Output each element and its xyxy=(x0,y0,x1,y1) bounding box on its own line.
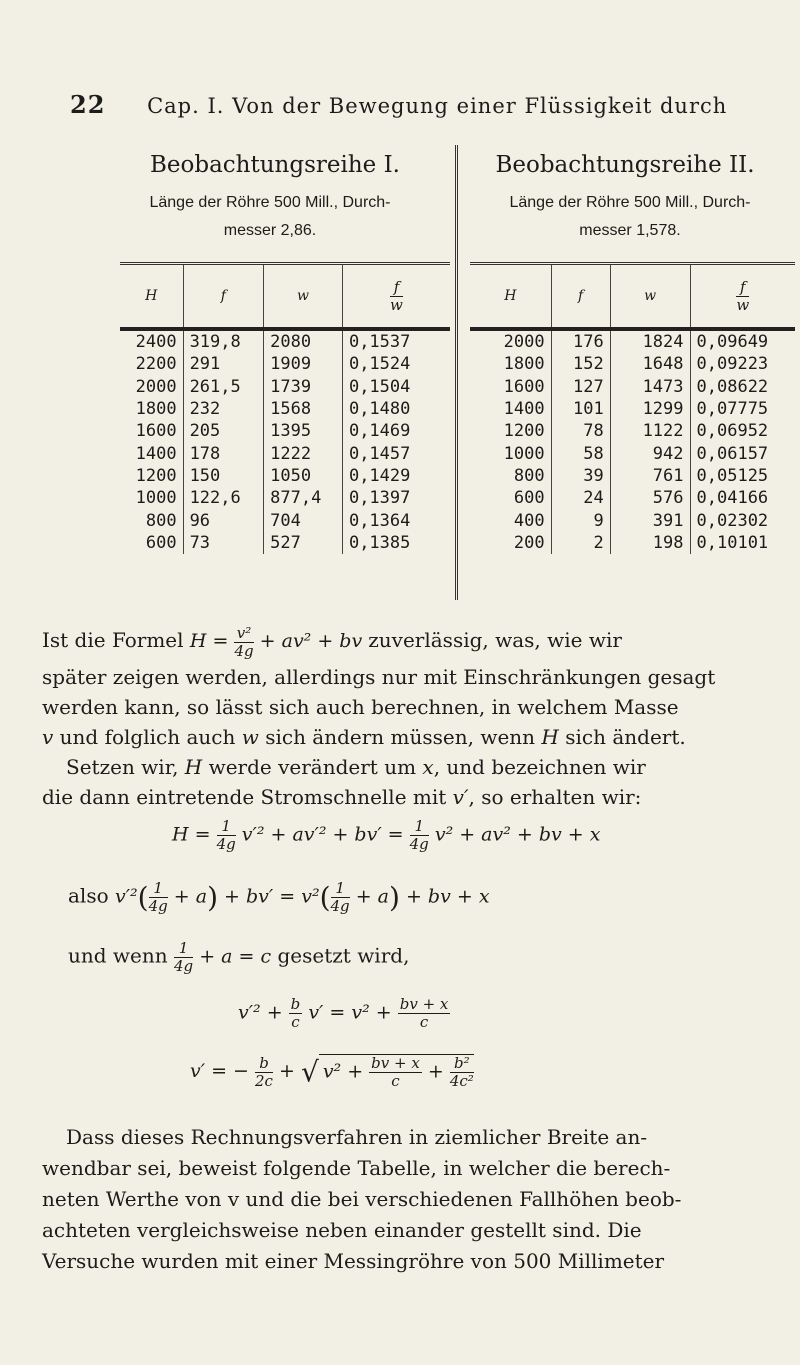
table-cell: 800 xyxy=(145,510,177,531)
equation-term: + bv + x xyxy=(399,885,490,908)
col-header-f-over-w xyxy=(690,264,795,330)
col-header-w: w xyxy=(610,264,690,330)
page-number: 22 xyxy=(70,90,106,119)
symbol-x: x xyxy=(422,755,434,779)
text-line xyxy=(42,752,772,782)
text-run: , und bezeichnen wir xyxy=(433,755,646,779)
formula-line xyxy=(42,618,772,662)
table-cell: 0,09649 xyxy=(690,329,795,353)
fraction-numerator: bv + x xyxy=(371,1054,420,1072)
column-divider xyxy=(455,145,458,600)
text-line: später zeigen werden, allerdings nur mit Einschränkungen gesagt xyxy=(42,665,716,689)
series2-table xyxy=(470,262,795,554)
table-cell: 176 xyxy=(551,329,610,353)
table-cell: 0,1524 xyxy=(342,353,450,375)
table-cell: 9 xyxy=(551,509,610,531)
fraction-numerator: f xyxy=(736,279,749,297)
table-cell: 0,1480 xyxy=(342,398,450,420)
table-cell: 24 xyxy=(551,487,610,509)
table-cell: 1000 xyxy=(503,443,545,464)
table-row xyxy=(120,509,450,531)
text-line: Dass dieses Rechnungsverfahren in ziemlicher Breite an- xyxy=(66,1125,648,1149)
table-cell: 877,4 xyxy=(264,487,343,509)
table-cell: 800 xyxy=(513,465,545,486)
fraction-b2-over-4c2 xyxy=(450,1055,474,1090)
table-row xyxy=(470,353,795,375)
equation-term: v² + av² + bv + x xyxy=(428,823,601,846)
col-header-f: f xyxy=(183,264,264,330)
table-cell: 1395 xyxy=(264,420,343,442)
paragraph-final xyxy=(42,1122,772,1277)
table-row xyxy=(120,442,450,464)
text-run: zuverlässig, was, wie wir xyxy=(368,628,622,652)
col-header-H: H xyxy=(470,264,551,330)
fraction-b-over-c xyxy=(289,996,303,1031)
fraction-denominator: 4g xyxy=(234,641,254,660)
formula-tail: + av² + bv xyxy=(253,630,363,652)
col-header-H: H xyxy=(120,264,183,330)
text-line: achteten vergleichsweise neben einander gestellt sind. Die xyxy=(42,1218,642,1242)
equation-term: + xyxy=(272,1060,301,1082)
table-cell: 0,04166 xyxy=(690,487,795,509)
sqrt-icon: √ xyxy=(300,1055,319,1089)
fraction-numerator: 1 xyxy=(217,818,236,836)
fraction-1-over-4g xyxy=(174,940,193,975)
table-cell: 101 xyxy=(551,398,610,420)
text-line: neten Werthe von v und die bei verschiedenen Fallhöhen beob- xyxy=(42,1187,682,1211)
equals-sign: = xyxy=(188,823,217,846)
text-run: werde verändert um xyxy=(202,755,423,779)
text-run: gesetzt wird, xyxy=(271,943,410,968)
equation-term: v² + xyxy=(322,1060,370,1083)
equation-term: + a = c xyxy=(193,945,272,968)
running-header xyxy=(70,90,770,119)
text-run: , so erhalten wir: xyxy=(468,785,642,809)
table-cell: 261,5 xyxy=(183,376,264,398)
table-cell: 0,06952 xyxy=(690,420,795,442)
table-row xyxy=(120,398,450,420)
table-row xyxy=(470,420,795,442)
table-cell: 39 xyxy=(551,465,610,487)
table-cell: 200 xyxy=(513,532,545,553)
table-cell: 391 xyxy=(610,509,690,531)
fraction-denominator: 4g xyxy=(174,957,194,975)
fraction-numerator: b xyxy=(255,1055,273,1073)
table-cell: 0,02302 xyxy=(690,509,795,531)
series1-table xyxy=(120,262,450,554)
table-cell: 73 xyxy=(183,532,264,554)
paren-close: ) xyxy=(389,881,400,914)
table-cell: 1050 xyxy=(264,465,343,487)
f-over-w-fraction xyxy=(390,279,403,314)
equation-3 xyxy=(68,940,409,975)
table-cell: 527 xyxy=(264,532,343,554)
col-header-w: w xyxy=(264,264,343,330)
table-cell: 1600 xyxy=(503,376,545,397)
table-cell: 0,07775 xyxy=(690,398,795,420)
equation-term: + xyxy=(421,1060,450,1083)
table-cell: 0,1397 xyxy=(342,487,450,509)
table-row xyxy=(120,532,450,554)
equals-sign: = xyxy=(206,630,235,652)
text-run: sich ändern müssen, wenn xyxy=(258,725,542,749)
text-run: und wenn xyxy=(68,943,174,968)
equation-term: + a xyxy=(349,885,389,908)
table-row xyxy=(120,376,450,398)
text-run: sich ändert. xyxy=(558,725,686,749)
table-row xyxy=(120,487,450,509)
fraction-numerator: b² xyxy=(450,1055,474,1073)
fraction-denominator: 4g xyxy=(148,897,168,915)
table-cell: 0,06157 xyxy=(690,442,795,464)
table-cell: 1800 xyxy=(503,354,545,375)
text-run: Ist die Formel xyxy=(42,628,190,652)
table-cell: 0,1504 xyxy=(342,376,450,398)
text-line xyxy=(42,782,772,812)
table-cell: 600 xyxy=(513,488,545,509)
fraction-numerator: v² xyxy=(234,625,253,643)
table-cell: 127 xyxy=(551,376,610,398)
table-cell: 1200 xyxy=(135,465,177,486)
equation-term: + a xyxy=(167,885,208,908)
table-cell: 58 xyxy=(551,442,610,464)
fraction-numerator: 1 xyxy=(410,818,429,836)
table-row xyxy=(470,465,795,487)
table-cell: 942 xyxy=(610,442,690,464)
table-cell: 576 xyxy=(610,487,690,509)
table-cell: 232 xyxy=(183,398,264,420)
table-cell: 0,1469 xyxy=(342,420,450,442)
col-header-f-over-w xyxy=(342,264,450,330)
symbol-H: H xyxy=(184,755,203,779)
table-cell: 761 xyxy=(610,465,690,487)
equation-term: + bv′ = v² xyxy=(218,885,320,908)
table-cell: 0,1364 xyxy=(342,509,450,531)
table-cell: 1600 xyxy=(135,421,177,442)
fraction-numerator: bv + x xyxy=(399,995,449,1013)
table-cell: 0,09223 xyxy=(690,353,795,375)
paren-open: ( xyxy=(137,881,149,914)
table-cell: 1800 xyxy=(135,399,177,420)
table-cell: 0,10101 xyxy=(690,532,795,554)
series1-title: Beobachtungsreihe I. xyxy=(150,152,400,178)
fraction-denominator: 4g xyxy=(330,897,350,915)
fraction-denominator: 4g xyxy=(216,835,236,853)
table-cell: 1739 xyxy=(264,376,343,398)
table-cell: 1000 xyxy=(135,488,177,509)
text-line xyxy=(42,722,772,752)
table-cell: 150 xyxy=(183,465,264,487)
table-row xyxy=(470,509,795,531)
table-cell: 1473 xyxy=(610,376,690,398)
table-header-row xyxy=(120,264,450,330)
table-row xyxy=(120,420,450,442)
text-run: Setzen wir, xyxy=(66,755,185,779)
fraction-numerator: 1 xyxy=(331,880,350,898)
table-cell: 1648 xyxy=(610,353,690,375)
table-row xyxy=(120,465,450,487)
radicand xyxy=(319,1054,474,1090)
series1-subtitle-line2: messer 2,86. xyxy=(223,222,317,239)
symbol-v-prime: v′ xyxy=(452,785,469,809)
symbol-H: H xyxy=(189,630,207,652)
fraction-1-over-4g xyxy=(217,818,236,853)
table-cell: 291 xyxy=(183,353,264,375)
equation-term: v′² + av′² + bv′ = xyxy=(235,823,410,846)
fraction-numerator: f xyxy=(390,279,403,297)
fraction-bv-x-over-c xyxy=(369,1055,422,1090)
paren-close: ) xyxy=(207,881,219,914)
table-cell: 2 xyxy=(551,532,610,554)
col-header-f: f xyxy=(551,264,610,330)
table-row xyxy=(120,329,450,353)
table-cell: 1222 xyxy=(264,442,343,464)
symbol-w: w xyxy=(241,725,259,749)
fraction-b-over-2c xyxy=(255,1055,273,1090)
fraction-denominator: w xyxy=(736,295,750,314)
symbol-v: v xyxy=(42,725,54,749)
table-cell: 400 xyxy=(513,510,545,531)
table-row xyxy=(120,353,450,375)
fraction-numerator: 1 xyxy=(149,880,168,898)
paren-open: ( xyxy=(319,881,331,914)
table-cell: 2080 xyxy=(264,329,343,353)
table-row xyxy=(470,532,795,554)
table-cell: 2200 xyxy=(135,354,177,375)
table-row xyxy=(470,398,795,420)
table-cell: 1200 xyxy=(503,421,545,442)
equation-5 xyxy=(190,1054,474,1090)
fraction-bv-x-over-c xyxy=(398,996,451,1031)
table-cell: 600 xyxy=(145,532,177,553)
f-over-w-fraction xyxy=(736,279,749,314)
table-cell: 704 xyxy=(264,509,343,531)
fraction-1-over-4g xyxy=(331,880,350,915)
table-cell: 0,05125 xyxy=(690,465,795,487)
table-cell: 0,1429 xyxy=(342,465,450,487)
symbol-H: H xyxy=(172,823,189,846)
table-cell: 152 xyxy=(551,353,610,375)
fraction-denominator: c xyxy=(391,1072,400,1090)
fraction-denominator: 4g xyxy=(409,835,429,853)
fraction-v2-over-4g xyxy=(234,625,253,660)
table-cell: 1400 xyxy=(135,443,177,464)
series2-subtitle-line2: messer 1,578. xyxy=(579,222,681,239)
fraction-1-over-4g xyxy=(149,880,168,915)
table-cell: 319,8 xyxy=(183,329,264,353)
series2-subtitle xyxy=(470,189,790,245)
paragraph-formula xyxy=(42,618,772,812)
text-line: Versuche wurden mit einer Messingröhre von 500 Millimeter xyxy=(42,1249,665,1273)
equation-4 xyxy=(238,996,450,1031)
fraction-numerator: b xyxy=(290,995,301,1013)
table-cell: 0,1385 xyxy=(342,532,450,554)
formula-h xyxy=(189,623,368,660)
table-cell: 178 xyxy=(183,442,264,464)
equation-term: v′ = v² + xyxy=(302,1001,398,1024)
equation-term: v′² + xyxy=(238,1001,289,1024)
table-cell: 2000 xyxy=(135,376,177,397)
series1-subtitle-line1: Länge der Röhre 500 Mill., Durch- xyxy=(149,194,391,211)
table-header-row xyxy=(470,264,795,330)
table-cell: 1122 xyxy=(610,420,690,442)
table-cell: 0,08622 xyxy=(690,376,795,398)
fraction-denominator: c xyxy=(419,1013,429,1031)
equation-term: v′² xyxy=(114,885,138,908)
fraction-denominator: w xyxy=(390,295,403,314)
table-row xyxy=(470,442,795,464)
table-cell: 0,1537 xyxy=(342,329,450,353)
table-cell: 122,6 xyxy=(183,487,264,509)
text-run: die dann eintretende Stromschnelle mit xyxy=(42,785,453,809)
fraction-denominator: c xyxy=(291,1013,300,1031)
table-cell: 78 xyxy=(551,420,610,442)
table-row xyxy=(470,487,795,509)
table-cell: 1824 xyxy=(610,329,690,353)
table-cell: 1568 xyxy=(264,398,343,420)
table-cell: 96 xyxy=(183,509,264,531)
running-title: Cap. I. Von der Bewegung einer Flüssigkeit durch xyxy=(147,94,728,118)
fraction-denominator: 4c² xyxy=(449,1072,474,1090)
fraction-numerator: 1 xyxy=(174,940,193,958)
series2-subtitle-line1: Länge der Röhre 500 Mill., Durch- xyxy=(509,194,751,211)
text-run: also xyxy=(68,883,115,908)
table-row xyxy=(470,329,795,353)
table-cell: 2000 xyxy=(503,332,545,353)
table-cell: 2400 xyxy=(135,332,177,353)
fraction-denominator: 2c xyxy=(255,1071,273,1090)
equation-2 xyxy=(68,880,490,915)
equation-term: v′ = − xyxy=(190,1060,256,1082)
table-row xyxy=(470,376,795,398)
table-cell: 205 xyxy=(183,420,264,442)
symbol-H: H xyxy=(541,725,559,749)
text-run: und folglich auch xyxy=(53,725,242,749)
equation-1 xyxy=(172,818,600,853)
series2-title: Beobachtungsreihe II. xyxy=(495,152,755,178)
table-cell: 198 xyxy=(610,532,690,554)
table-cell: 1909 xyxy=(264,353,343,375)
table-cell: 1400 xyxy=(503,399,545,420)
table-cell: 0,1457 xyxy=(342,442,450,464)
series1-subtitle xyxy=(80,189,460,245)
text-line: werden kann, so lässt sich auch berechnen, in welchem Masse xyxy=(42,695,679,719)
text-line: wendbar sei, beweist folgende Tabelle, in welcher die berech- xyxy=(42,1156,671,1180)
table-cell: 1299 xyxy=(610,398,690,420)
fraction-1-over-4g xyxy=(410,818,429,853)
